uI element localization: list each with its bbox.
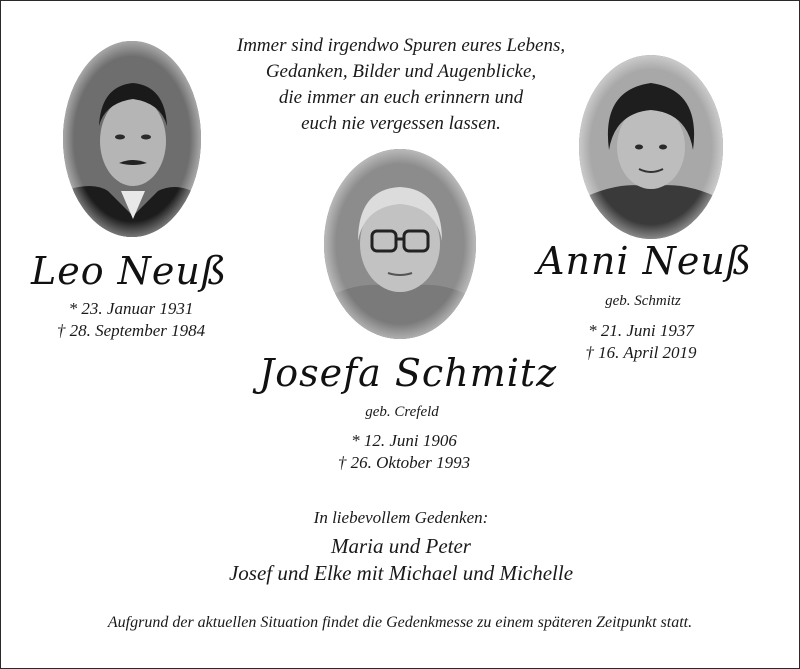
mass-notice: Aufgrund der aktuellen Situation findet die Gedenkmesse zu einem späteren Zeitpunkt statt. (107, 614, 693, 631)
memorial-verse (201, 33, 601, 137)
verse-line: Gedanken, Bilder und Augenblicke, (265, 61, 537, 82)
name-anni: Anni Neuß (537, 239, 753, 283)
birth-name-josefa: geb. Crefeld (365, 404, 439, 420)
verse-line: die immer an euch erinnern und (278, 87, 524, 108)
dates-josefa (319, 430, 489, 474)
dates-leo (41, 298, 221, 342)
birth-date: * 21. Juni 1937 (588, 321, 694, 340)
portrait-anni-photo (579, 55, 723, 239)
memory-intro: In liebevollem Gedenken: (313, 508, 489, 527)
verse-line: euch nie vergessen lassen. (301, 113, 501, 134)
family-line: Josef und Elke mit Michael und Michelle (228, 561, 574, 585)
verse-line: Immer sind irgendwo Spuren eures Lebens, (236, 35, 566, 56)
death-date: † 16. April 2019 (585, 343, 697, 362)
dates-anni (561, 320, 721, 364)
birth-name-anni: geb. Schmitz (605, 293, 681, 309)
family-line: Maria und Peter (331, 534, 471, 558)
name-leo: Leo Neuß (31, 249, 228, 293)
portrait-leo-photo (63, 41, 201, 237)
death-date: † 28. September 1984 (56, 321, 206, 340)
family-names (151, 533, 651, 587)
death-date: † 26. Oktober 1993 (337, 453, 471, 472)
portrait-josefa-photo (324, 149, 476, 339)
birth-date: * 23. Januar 1931 (68, 299, 194, 318)
birth-date: * 12. Juni 1906 (351, 431, 457, 450)
name-josefa: Josefa Schmitz (259, 351, 558, 395)
